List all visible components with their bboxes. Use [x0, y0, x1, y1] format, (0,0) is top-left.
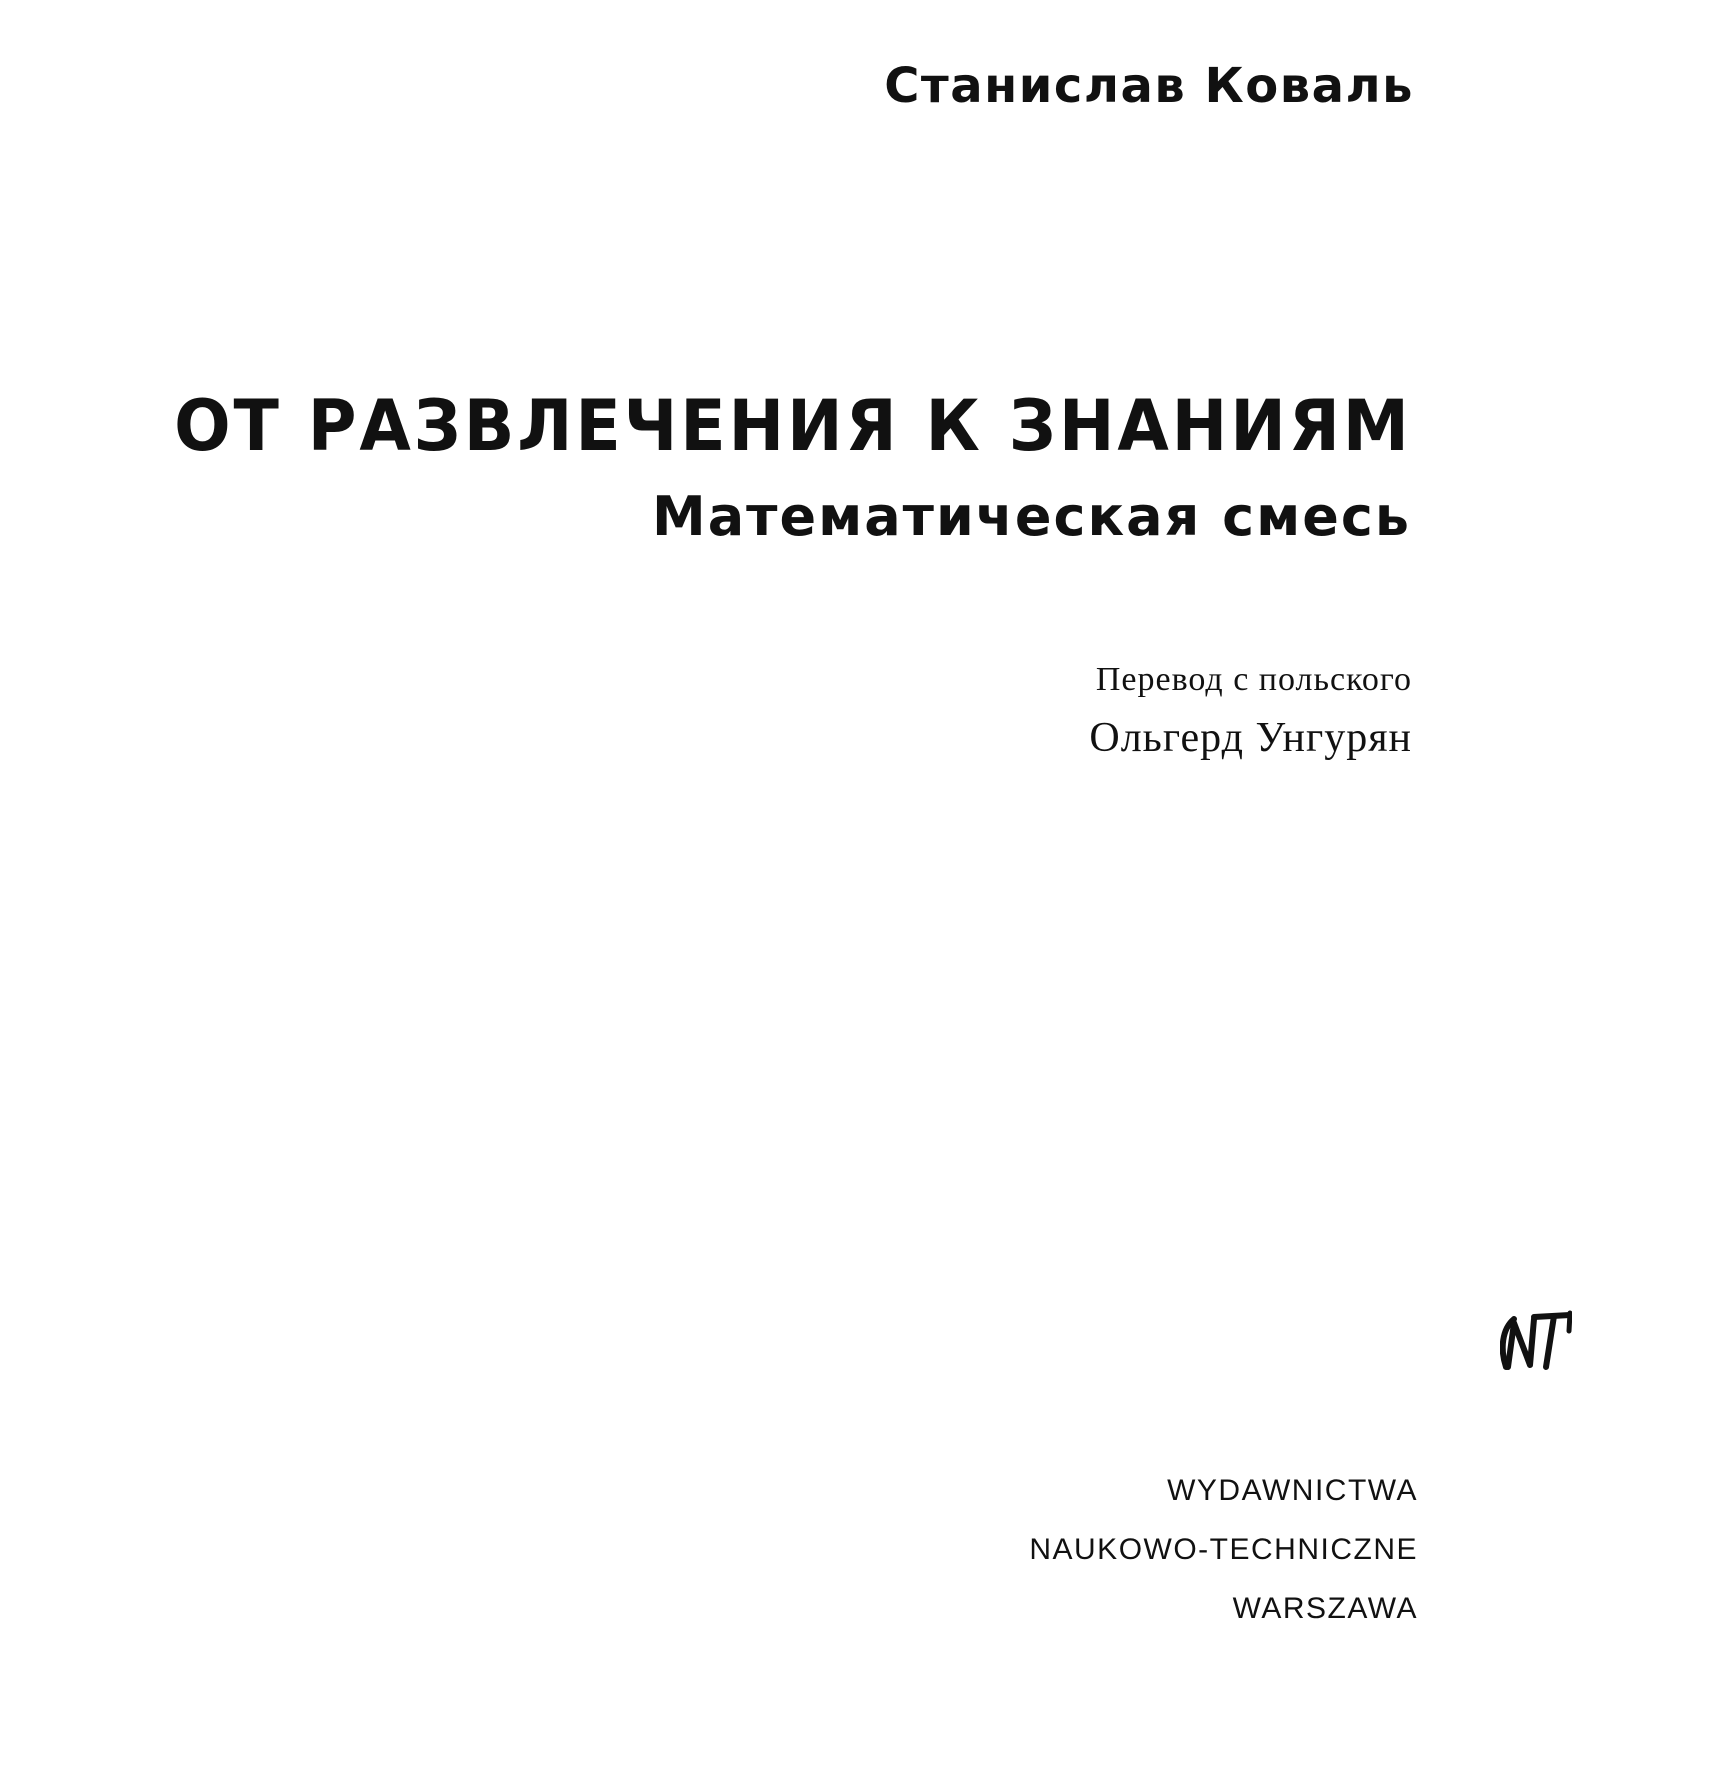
author-name: Станислав Коваль	[884, 58, 1414, 114]
publisher-line-3: WARSZAWA	[1232, 1592, 1418, 1625]
book-title: ОТ РАЗВЛЕЧЕНИЯ К ЗНАНИЯМ	[174, 385, 1412, 467]
publisher-line-1: WYDAWNICTWA	[1167, 1474, 1418, 1507]
translator-name: Ольгерд Унгурян	[1089, 715, 1412, 761]
publisher-line-2: NAUKOWO-TECHNICZNE	[1029, 1533, 1418, 1566]
nt-publisher-logo-icon	[1500, 1305, 1572, 1375]
publisher-block	[1029, 1461, 1418, 1638]
translation-label: Перевод с польского	[1095, 661, 1412, 698]
book-subtitle: Математическая смесь	[651, 485, 1411, 548]
